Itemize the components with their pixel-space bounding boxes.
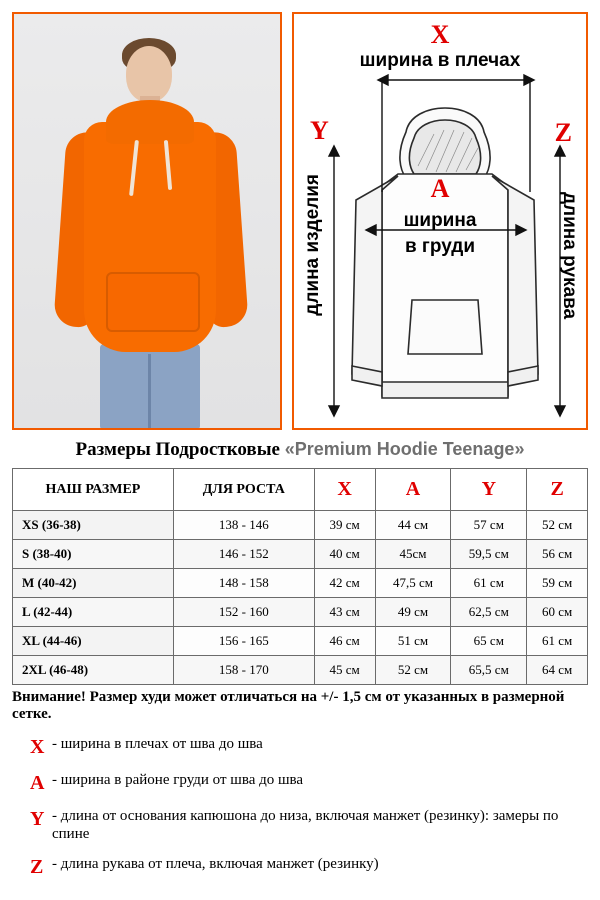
cell-z: 61 см — [527, 627, 588, 656]
cell-y: 65 см — [451, 627, 527, 656]
legend — [30, 735, 588, 881]
cell-size: M (40-42) — [13, 569, 174, 598]
legend-item-x — [30, 735, 588, 760]
cell-z: 56 см — [527, 540, 588, 569]
legend-letter-x: X — [30, 735, 45, 758]
table-row — [13, 627, 588, 656]
table-row — [13, 511, 588, 540]
diagram-label-z: длина рукава — [559, 192, 580, 320]
warning-note: Внимание! Размер худи может отличаться на +/- 1,5 см от указанных в размерной сетке. — [12, 689, 565, 722]
cell-y: 62,5 см — [451, 598, 527, 627]
cell-size: XS (36-38) — [13, 511, 174, 540]
table-header-z: Z — [527, 469, 588, 511]
cell-a: 47,5 см — [375, 569, 451, 598]
diagram-letter-x: X — [430, 20, 450, 49]
cell-z: 52 см — [527, 511, 588, 540]
table-row — [13, 569, 588, 598]
cell-y: 65,5 см — [451, 656, 527, 685]
table-header-y: Y — [451, 469, 527, 511]
hoodie-hood — [106, 100, 194, 144]
legend-text-z: - длина рукава от плеча, включая манжет (резинку) — [52, 856, 379, 873]
cell-z: 60 см — [527, 598, 588, 627]
page-title-main: Размеры Подростковые — [75, 439, 280, 460]
table-row — [13, 540, 588, 569]
cell-x: 42 см — [314, 569, 375, 598]
cell-x: 43 см — [314, 598, 375, 627]
cell-size: XL (44-46) — [13, 627, 174, 656]
cell-height: 146 - 152 — [173, 540, 314, 569]
hoodie-kangaroo-pocket — [106, 272, 200, 332]
table-header-x: X — [314, 469, 375, 511]
top-images — [12, 12, 588, 430]
legend-letter-y: Y — [30, 807, 45, 830]
cell-x: 40 см — [314, 540, 375, 569]
diagram-label-y: длина изделия — [302, 174, 323, 316]
cell-height: 158 - 170 — [173, 656, 314, 685]
table-header-height: ДЛЯ РОСТА — [173, 469, 314, 511]
cell-height: 156 - 165 — [173, 627, 314, 656]
cell-a: 44 см — [375, 511, 451, 540]
cell-x: 39 см — [314, 511, 375, 540]
legend-text-x: - ширина в плечах от шва до шва — [52, 735, 263, 752]
diagram-label-a-line1: ширина — [403, 210, 477, 231]
cell-a: 45см — [375, 540, 451, 569]
diagram-letter-z: Z — [554, 118, 572, 147]
size-table — [12, 468, 588, 685]
product-photo — [12, 12, 282, 430]
cell-y: 61 см — [451, 569, 527, 598]
cell-a: 52 см — [375, 656, 451, 685]
table-header-size: НАШ РАЗМЕР — [13, 469, 174, 511]
cell-y: 57 см — [451, 511, 527, 540]
cell-z: 64 см — [527, 656, 588, 685]
cell-z: 59 см — [527, 569, 588, 598]
cell-x: 46 см — [314, 627, 375, 656]
cell-height: 138 - 146 — [173, 511, 314, 540]
diagram-letter-y: Y — [310, 116, 329, 145]
cell-a: 49 см — [375, 598, 451, 627]
page-title-model: «Premium Hoodie Teenage» — [284, 439, 525, 459]
cell-size: 2XL (46-48) — [13, 656, 174, 685]
legend-letter-a: A — [30, 771, 45, 794]
table-header-a: A — [375, 469, 451, 511]
legend-item-z — [30, 855, 588, 880]
cell-y: 59,5 см — [451, 540, 527, 569]
legend-item-y — [30, 807, 588, 845]
diagram-label-x: ширина в плечах — [359, 50, 521, 71]
cell-height: 152 - 160 — [173, 598, 314, 627]
diagram-letter-a: A — [430, 174, 450, 203]
cell-x: 45 см — [314, 656, 375, 685]
table-header-row — [13, 469, 588, 511]
legend-text-a: - ширина в районе груди от шва до шва — [52, 771, 304, 788]
legend-letter-z: Z — [30, 856, 44, 879]
table-row — [13, 656, 588, 685]
cell-height: 148 - 158 — [173, 569, 314, 598]
cell-size: L (42-44) — [13, 598, 174, 627]
model-jeans — [100, 344, 200, 430]
legend-item-a — [30, 771, 588, 796]
measurement-diagram — [292, 12, 588, 430]
cell-a: 51 см — [375, 627, 451, 656]
model-head — [126, 46, 172, 102]
page-title — [12, 439, 588, 461]
diagram-label-a-line2: в груди — [404, 236, 476, 257]
legend-text-y: - длина от основания капюшона до низа, включая манжет (резинку): замеры по спине — [52, 807, 559, 843]
cell-size: S (38-40) — [13, 540, 174, 569]
table-row — [13, 598, 588, 627]
